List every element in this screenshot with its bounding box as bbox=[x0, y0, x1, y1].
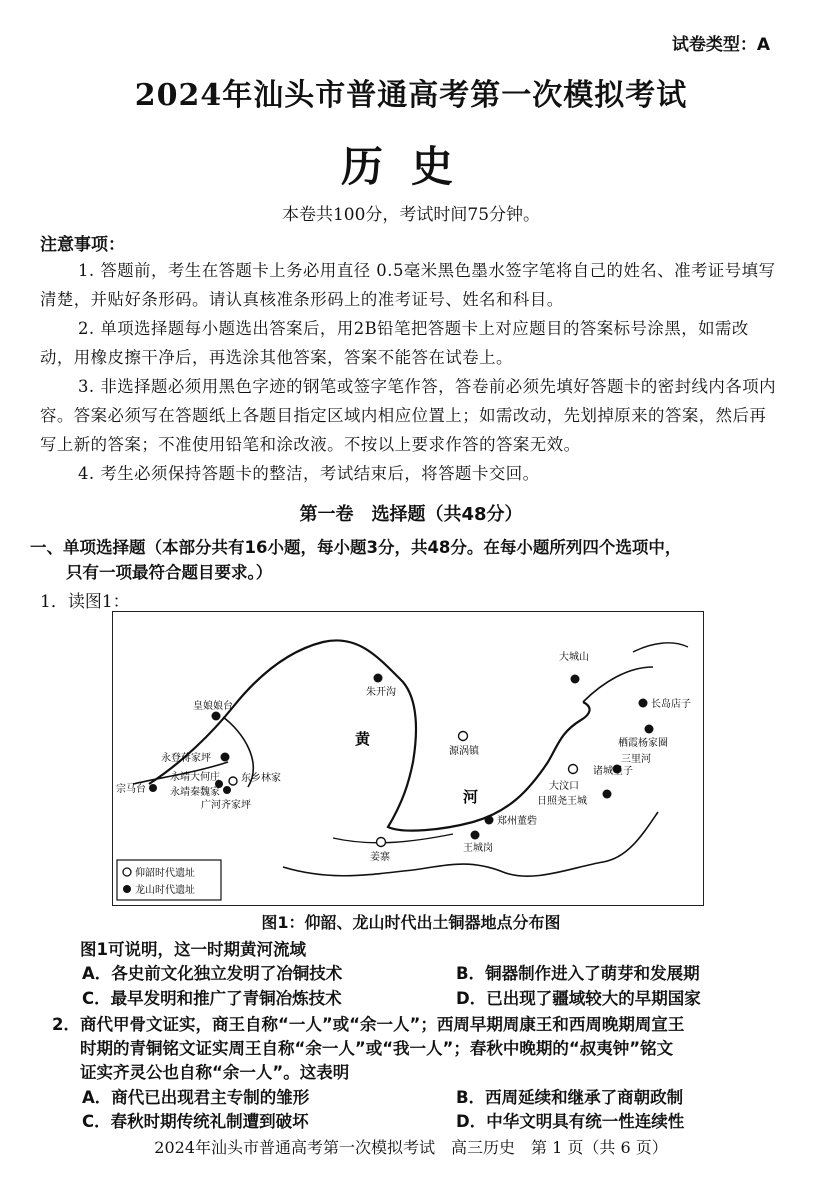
notes-list bbox=[40, 256, 780, 488]
svg-text:诸城呈子: 诸城呈子 bbox=[593, 766, 633, 777]
site-yongjing-qinweijia bbox=[170, 785, 231, 798]
svg-text:皇娘娘台: 皇娘娘台 bbox=[193, 701, 233, 712]
note-item: 1. 答题前，考生在答题卡上务必用直径 0.5毫米黑色墨水签字笔将自己的姓名、准考证号填写清楚，并贴好条形码。请认真核准条形码上的准考证号、姓名和科目。 bbox=[40, 261, 776, 309]
q2-option-c: C．春秋时期传统礼制遭到破坏 bbox=[82, 1112, 309, 1131]
svg-text:王城岗: 王城岗 bbox=[463, 843, 493, 854]
svg-text:栖霞杨家圈: 栖霞杨家圈 bbox=[618, 738, 668, 749]
figure-caption: 图1：仰韶、龙山时代出土铜器地点分布图 bbox=[261, 913, 561, 932]
site-zhukaigou bbox=[366, 674, 396, 699]
subject-title: 历史 bbox=[340, 142, 481, 191]
site-huangniangniangtai bbox=[193, 699, 233, 721]
part-line-1: 一、单项选择题（本部分共有16小题，每小题3分，共48分。在每小题所列四个选项中， bbox=[30, 538, 682, 557]
section-title: 第一卷 选择题（共48分） bbox=[299, 504, 523, 525]
svg-text:大汶口: 大汶口 bbox=[549, 781, 579, 792]
svg-text:郑州董砦: 郑州董砦 bbox=[497, 816, 537, 827]
q2-stem-line-1: 2．商代甲骨文证实，商王自称“一人”或“余一人”；西周早期周康王和西周晚期周宣王 bbox=[52, 1015, 685, 1034]
q2-option-a: A．商代已出现君主专制的雏形 bbox=[82, 1088, 310, 1107]
site-yuanwozhen bbox=[449, 732, 480, 758]
svg-text:东乡林家: 东乡林家 bbox=[241, 773, 281, 784]
svg-text:日照尧王城: 日照尧王城 bbox=[537, 796, 587, 807]
site-guanghe bbox=[201, 798, 251, 811]
site-sanlihe bbox=[621, 753, 651, 765]
q1-option-d: D．已出现了疆域较大的早期国家 bbox=[456, 989, 701, 1008]
part-instructions bbox=[30, 535, 790, 585]
note-item: 2. 单项选择题每小题选出答案后，用2B铅笔把答题卡上对应题目的答案标号涂黑，如需改动，用橡皮擦干净后，再选涂其他答案，答案不能答在试卷上。 bbox=[40, 319, 749, 367]
part-line-2: 只有一项最符合题目要求。） bbox=[66, 563, 273, 582]
svg-text:广河齐家坪: 广河齐家坪 bbox=[201, 800, 251, 811]
river-label-he: 河 bbox=[463, 788, 479, 806]
river-branch-3 bbox=[583, 667, 653, 702]
site-qixia bbox=[618, 725, 668, 750]
map-figure bbox=[112, 611, 704, 906]
svg-text:长岛店子: 长岛店子 bbox=[651, 699, 691, 710]
note-item: 3. 非选择题必须用黑色字迹的钢笔或签字笔作答，答卷前必须先填好答题卡的密封线内各项内容。答案必须写在答题纸上各题目指定区域内相应位置上；如需改动，先划掉原来的答案，然后再写上新的答案；不准使用铅笔和涂改液。不按以上要求作答的答案无效。 bbox=[40, 377, 776, 454]
svg-text:永靖秦魏家: 永靖秦魏家 bbox=[170, 787, 220, 798]
river-branch-5 bbox=[333, 834, 453, 843]
svg-text:朱开沟: 朱开沟 bbox=[366, 687, 396, 698]
legend-label-yangshao: 仰韶时代遗址 bbox=[135, 868, 195, 879]
river-label-huang: 黄 bbox=[355, 730, 371, 748]
site-wangchenggang bbox=[463, 831, 493, 855]
site-dawenkou bbox=[549, 765, 579, 793]
river-branch-6 bbox=[633, 643, 688, 652]
site-dachengshan bbox=[559, 650, 589, 684]
note-item: 4. 考生必须保持答题卡的整洁，考试结束后，将答题卡交回。 bbox=[78, 464, 540, 483]
svg-text:宗马台: 宗马台 bbox=[116, 784, 146, 795]
q1-stem: 图1可说明，这一时期黄河流域 bbox=[80, 940, 306, 959]
svg-text:大城山: 大城山 bbox=[559, 652, 589, 663]
q2-option-b: B．西周延续和继承了商朝政制 bbox=[456, 1088, 684, 1107]
q1-option-c: C．最早发明和推广了青铜冶炼技术 bbox=[82, 989, 342, 1008]
q2-stem-line-3: 证实齐灵公也自称“余一人”。这表明 bbox=[80, 1063, 350, 1082]
exam-title: 2024年汕头市普通高考第一次模拟考试 bbox=[134, 78, 688, 113]
paper-type: 试卷类型：A bbox=[671, 35, 770, 55]
site-zhengzhou-dongzhai bbox=[485, 814, 538, 827]
svg-text:永靖大何庄: 永靖大何庄 bbox=[170, 772, 220, 783]
svg-text:姜寨: 姜寨 bbox=[370, 852, 390, 863]
site-rizhao bbox=[537, 790, 612, 808]
site-zhucheng bbox=[593, 764, 633, 777]
q1-option-a: A．各史前文化独立发明了冶铜技术 bbox=[82, 964, 343, 983]
map-legend bbox=[117, 860, 221, 900]
site-jiangzhai bbox=[370, 838, 390, 864]
legend-label-longshan: 龙山时代遗址 bbox=[135, 885, 195, 896]
svg-text:永登蒋家坪: 永登蒋家坪 bbox=[161, 753, 211, 764]
site-yongjing-dahezhuang bbox=[170, 770, 223, 788]
svg-text:源涡镇: 源涡镇 bbox=[449, 746, 479, 757]
legend-open-circle-icon bbox=[123, 868, 131, 876]
site-changdao bbox=[639, 697, 692, 710]
site-dongxiang-linjia bbox=[229, 771, 281, 785]
q1-option-b: B．铜器制作进入了萌芽和发展期 bbox=[456, 964, 700, 983]
notes-heading: 注意事项： bbox=[40, 235, 125, 255]
site-yongdeng bbox=[161, 751, 230, 764]
map-svg bbox=[113, 612, 703, 905]
svg-text:三里河: 三里河 bbox=[621, 754, 651, 765]
score-line: 本卷共100分，考试时间75分钟。 bbox=[281, 205, 541, 225]
q2-stem-line-2: 时期的青铜铭文证实周王自称“余一人”或“我一人”；春秋中晚期的“叔夷钟”铭文 bbox=[80, 1039, 674, 1058]
q2-option-d: D．中华文明具有统一性连续性 bbox=[456, 1112, 685, 1131]
page-footer: 2024年汕头市普通高考第一次模拟考试 高三历史 第 1 页（共 6 页） bbox=[154, 1138, 668, 1157]
q1-label: 1．读图1： bbox=[40, 592, 130, 612]
legend-filled-circle-icon bbox=[123, 885, 131, 893]
